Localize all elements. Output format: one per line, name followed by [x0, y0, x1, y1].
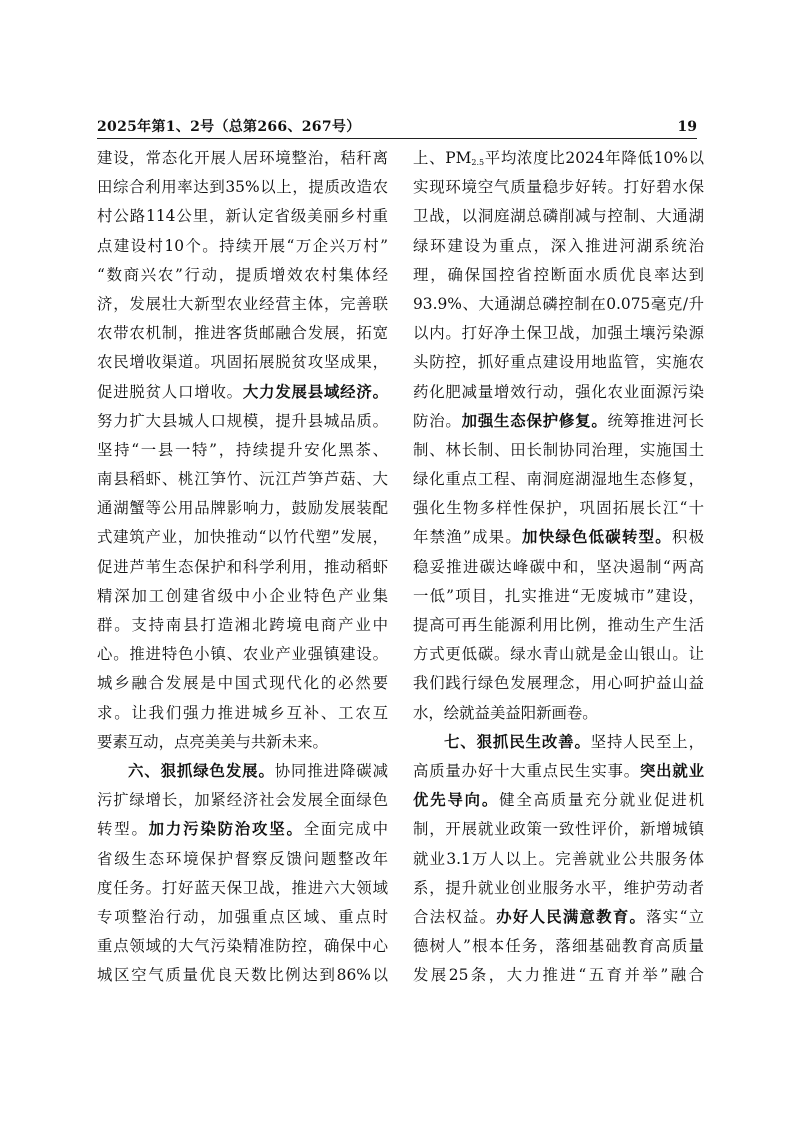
- bold-heading-text: 大力发展县域经济。: [242, 382, 388, 401]
- body-text: 93.9%、大通湖总磷控制在0.075毫克/升: [413, 294, 704, 313]
- text-line: [413, 640, 704, 669]
- body-text: 提高可再生能源利用比例，推动生产生活: [413, 616, 704, 634]
- text-line: [413, 319, 704, 348]
- body-text: 污扩绿增长，加紧经济社会发展全面绿色: [97, 791, 388, 810]
- body-text: 统筹推进河长: [607, 411, 704, 430]
- text-line: [413, 728, 704, 757]
- body-text: 坚持“一县一特”，持续提升安化黑茶、: [97, 440, 388, 459]
- text-line: [413, 582, 704, 611]
- body-text: 实现环境空气质量稳步好转。打好碧水保: [413, 178, 704, 197]
- text-line: [413, 232, 704, 261]
- body-text: 积极: [671, 528, 704, 547]
- body-text: 努力扩大县城人口规模，提升县城品质。: [97, 411, 388, 430]
- body-text: 平均浓度比2024年降低10%以: [484, 149, 704, 167]
- bold-heading-text: 优先导向。: [413, 791, 500, 810]
- bold-heading-text: 办好人民满意教育。: [496, 907, 647, 926]
- left-text-column: [97, 144, 388, 990]
- text-line: [413, 465, 704, 494]
- body-text: 济，发展壮大新型农业经营主体，完善联: [97, 294, 388, 313]
- body-text: 南县稻虾、桃江笋竹、沅江芦笋芦菇、大: [97, 470, 388, 489]
- body-text: 绿化重点工程、南洞庭湖湿地生态修复，: [413, 470, 704, 489]
- body-text: 重点领域的大气污染精准防控，确保中心: [97, 937, 388, 956]
- body-text: 农带农机制，推进客货邮融合发展，拓宽: [97, 324, 388, 343]
- bold-heading-text: 突出就业: [639, 761, 704, 780]
- text-line: [413, 436, 704, 465]
- body-text: 村公路114公里，新认定省级美丽乡村重: [97, 207, 388, 226]
- text-line: [97, 699, 388, 728]
- text-line: [413, 932, 704, 961]
- body-text: 制、林长制、田长制协同治理，实施国土: [413, 440, 704, 459]
- body-text: 农民增收渠道。巩固拓展脱贫攻坚成果，: [97, 353, 388, 372]
- body-text: 年禁渔”成果。: [413, 528, 523, 547]
- text-line: [413, 553, 704, 582]
- body-text: 稳妥推进碳达峰碳中和，坚决遏制“两高: [413, 557, 704, 576]
- text-line: [413, 290, 704, 319]
- text-line: [97, 815, 388, 844]
- body-text: 德树人”根本任务，落细基础教育高质量: [413, 937, 704, 956]
- bold-heading-text: 加力污染防治攻坚。: [148, 820, 304, 839]
- body-text: 防治。: [413, 411, 462, 430]
- text-line: [413, 961, 704, 990]
- text-line: [97, 494, 388, 523]
- bold-heading-text: 加强生态保护修复。: [461, 411, 608, 430]
- body-text: 绿环建设为重点，深入推进河湖系统治: [413, 236, 704, 255]
- text-line: [413, 903, 704, 932]
- body-text: 建设，常态化开展人居环境整治，秸秆离: [97, 149, 388, 167]
- text-line: [97, 202, 388, 231]
- body-text: 落实“立: [646, 907, 704, 926]
- right-text-column: [413, 144, 704, 990]
- text-line: [97, 932, 388, 961]
- text-line: [97, 465, 388, 494]
- body-text: 求。让我们强力推进城乡互补、工农互: [97, 703, 388, 722]
- text-line: [97, 757, 388, 786]
- text-line: [97, 611, 388, 640]
- text-line: [413, 757, 704, 786]
- text-line: [413, 815, 704, 844]
- body-text: 我们践行绿色发展理念，用心呵护益山益: [413, 674, 704, 693]
- text-line: [97, 669, 388, 698]
- body-text: 上、PM: [413, 149, 472, 167]
- body-text: 度任务。打好蓝天保卫战，推进六大领域: [97, 878, 388, 897]
- body-text: 协同推进降碳减: [274, 761, 388, 780]
- body-text: 高质量办好十大重点民生实事。: [413, 761, 640, 780]
- bold-heading-text: 七、狠抓民生改善。: [444, 732, 591, 751]
- text-line: [413, 202, 704, 231]
- text-line: [97, 874, 388, 903]
- body-text: 合法权益。: [413, 907, 497, 926]
- body-text: 要素互动，点亮美美与共新未来。: [97, 732, 328, 751]
- body-text: 强化生物多样性保护，巩固拓展长江“十: [413, 499, 704, 518]
- text-line: [413, 173, 704, 202]
- text-line: [97, 523, 388, 552]
- body-text: 转型。: [97, 820, 149, 839]
- body-text: 式建筑产业，加快推动“以竹代塑”发展，: [97, 528, 388, 547]
- body-text: 就业3.1万人以上。完善就业公共服务体: [413, 849, 704, 868]
- text-line: [97, 786, 388, 815]
- text-line: [413, 669, 704, 698]
- body-text: 田综合利用率达到35%以上，提质改造农: [97, 178, 388, 197]
- body-text: 头防控，抓好重点建设用地监管，实施农: [413, 353, 704, 372]
- body-text: 点建设村10个。持续开展“万企兴万村”: [97, 236, 388, 255]
- text-line: [97, 290, 388, 319]
- body-text: 水，绘就益美益阳新画卷。: [413, 703, 598, 722]
- body-text: 健全高质量充分就业促进机: [499, 791, 704, 810]
- text-line: [97, 845, 388, 874]
- bold-heading-text: 六、狠抓绿色发展。: [128, 761, 275, 780]
- page-number: 19: [677, 119, 697, 135]
- body-text: 城区空气质量优良天数比例达到86%以: [97, 966, 388, 985]
- body-text: 坚持人民至上，: [590, 732, 704, 751]
- body-text: 省级生态环境保护督察反馈问题整改年: [97, 849, 388, 868]
- text-line: [97, 640, 388, 669]
- text-line: [97, 378, 388, 407]
- text-line: [413, 699, 704, 728]
- text-line: [413, 845, 704, 874]
- body-text: 城乡融合发展是中国式现代化的必然要: [97, 674, 388, 693]
- body-text: 方式更低碳。绿水青山就是金山银山。让: [413, 645, 704, 664]
- text-line: [97, 553, 388, 582]
- text-line: [97, 407, 388, 436]
- bold-heading-text: 加快绿色低碳转型。: [522, 528, 672, 547]
- body-text: 以内。打好净土保卫战，加强土壤污染源: [413, 324, 704, 343]
- body-text: 群。支持南县打造湘北跨境电商产业中: [97, 616, 388, 634]
- page-header: [97, 118, 697, 139]
- text-line: [413, 494, 704, 523]
- text-line: [97, 728, 388, 757]
- issue-label: 2025年第1、2号（总第266、267号）: [97, 119, 361, 135]
- body-text: 卫战，以洞庭湖总磷削减与控制、大通湖: [413, 207, 704, 226]
- body-text: 一低”项目，扎实推进“无废城市”建设，: [413, 586, 704, 605]
- text-line: [97, 173, 388, 202]
- body-text: 制，开展就业政策一致性评价，新增城镇: [413, 820, 704, 839]
- text-line: [413, 348, 704, 377]
- text-line: [97, 961, 388, 990]
- body-text: “数商兴农”行动，提质增效农村集体经: [97, 265, 388, 284]
- text-line: [97, 261, 388, 290]
- body-text: 系，提升就业创业服务水平，维护劳动者: [413, 878, 704, 897]
- body-text: 药化肥减量增效行动，强化农业面源污染: [413, 382, 704, 401]
- text-line: [97, 232, 388, 261]
- body-text: 专项整治行动，加强重点区域、重点时: [97, 907, 388, 926]
- text-line: [97, 582, 388, 611]
- text-line: [97, 903, 388, 932]
- text-line: [97, 348, 388, 377]
- body-text: 促进脱贫人口增收。: [97, 382, 243, 401]
- text-line: [97, 144, 388, 173]
- body-text: 通湖蟹等公用品牌影响力，鼓励发展装配: [97, 499, 388, 518]
- subscript-text: 2.5: [471, 158, 485, 167]
- text-line: [413, 261, 704, 290]
- text-line: [413, 786, 704, 815]
- text-line: [413, 523, 704, 552]
- text-line: [413, 611, 704, 640]
- text-line: [413, 378, 704, 407]
- text-line: [97, 319, 388, 348]
- body-text: 发展25条，大力推进“五育并举”融合: [413, 966, 704, 985]
- body-text: 心。推进特色小镇、农业产业强镇建设。: [97, 645, 388, 664]
- body-text: 全面完成中: [303, 820, 388, 839]
- text-line: [413, 874, 704, 903]
- text-line: [413, 144, 704, 173]
- text-line: [97, 436, 388, 465]
- body-text: 促进芦苇生态保护和科学利用，推动稻虾: [97, 557, 388, 576]
- body-text: 精深加工创建省级中小企业特色产业集: [97, 586, 388, 605]
- body-text: 理，确保国控省控断面水质优良率达到: [413, 265, 704, 284]
- text-line: [413, 407, 704, 436]
